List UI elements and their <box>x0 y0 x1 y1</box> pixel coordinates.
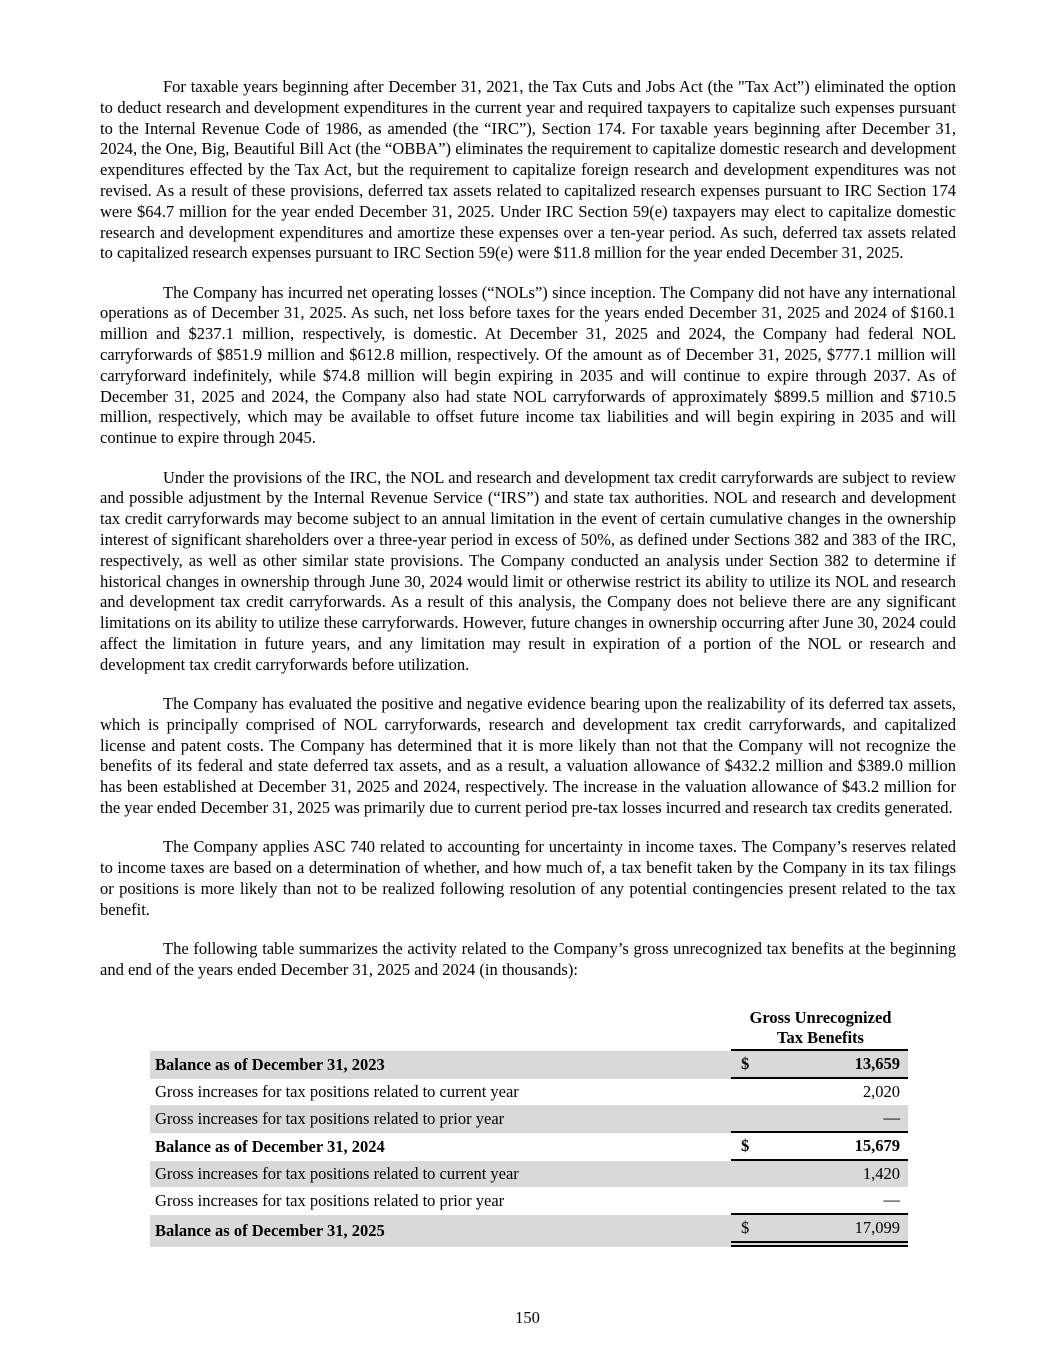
row-amount <box>731 1187 908 1215</box>
amount-value: 17,099 <box>854 1217 900 1237</box>
paragraph-tax-act: For taxable years beginning after December 31, 2021, the Tax Cuts and Jobs Act (the "Tax Act”) eliminated the option to deduct research and development expenditures in the current year and required taxpayers to capitalize such expenses pursuant to the Internal Revenue Code of 1986, as amended (the “IRC”), Section 174. For taxable years beginning after December 31, 2024, the One, Big, Beautiful Bill Act (the “OBBA”) eliminates the requirement to capitalize domestic research and development expenditures effected by the Tax Act, but the requirement to capitalize foreign research and development expenditures was not revised. As a result of these provisions, deferred tax assets related to capitalized research expenses pursuant to IRC Section 174 were $64.7 million for the year ended December 31, 2025. Under IRC Section 59(e) taxpayers may elect to capitalize domestic research and development expenditures and amortize these expenses over a ten-year period. As such, deferred tax assets related to capitalized research expenses pursuant to IRC Section 59(e) were $11.8 million for the year ended December 31, 2025. <box>100 77 956 263</box>
amount-value: 1,420 <box>862 1163 900 1183</box>
table-row-balance-2023 <box>150 1051 908 1079</box>
column-header-line-2: Tax Benefits <box>777 1027 864 1047</box>
table-header-row <box>150 1005 908 1051</box>
amount-value: 13,659 <box>854 1053 900 1073</box>
paragraph-valuation-allowance: The Company has evaluated the positive and negative evidence bearing upon the realizability of its deferred tax assets, which is principally comprised of NOL carryforwards, research and development tax credit carryforwards, and capitalized license and patent costs. The Company has determined that it is more likely than not that the Company will not recognize the benefits of its federal and state deferred tax assets, and as a result, a valuation allowance of $432.2 million and $389.0 million has been established at December 31, 2025 and 2024, respectively. The increase in the valuation allowance of $43.2 million for the year ended December 31, 2025 was primarily due to current period pre-tax losses incurred and research tax credits generated. <box>100 694 956 817</box>
table-row-balance-2025 <box>150 1215 908 1247</box>
amount-value: — <box>883 1189 900 1209</box>
table-row-balance-2024 <box>150 1133 908 1161</box>
row-label: Gross increases for tax positions related to prior year <box>155 1190 505 1210</box>
column-header-line-1: Gross Unrecognized <box>749 1007 892 1027</box>
row-label: Gross increases for tax positions related to current year <box>155 1163 519 1183</box>
row-amount <box>731 1215 908 1247</box>
page-number: 150 <box>515 1308 540 1327</box>
gross-unrecognized-tax-benefits-table <box>150 1005 908 1247</box>
paragraph-table-intro: The following table summarizes the activity related to the Company’s gross unrecognized tax benefits at the beginning and end of the years ended December 31, 2025 and 2024 (in thousands): <box>100 938 956 979</box>
row-label: Balance as of December 31, 2024 <box>155 1136 385 1156</box>
table-row-increase-current-year-2024 <box>150 1079 908 1105</box>
column-header-gross-unrecognized-tax-benefits <box>731 1005 908 1051</box>
amount-value: 15,679 <box>854 1135 900 1155</box>
row-label: Gross increases for tax positions related to current year <box>155 1081 519 1101</box>
table-row-increase-current-year-2025 <box>150 1161 908 1187</box>
currency-symbol: $ <box>741 1217 750 1237</box>
paragraph-irc-limitations: Under the provisions of the IRC, the NOL and research and development tax credit carryforwards are subject to review and possible adjustment by the Internal Revenue Service (“IRS”) and state tax authorities. NOL and research and development tax credit carryforwards may become subject to an annual limitation in the event of certain cumulative changes in the ownership interest of significant shareholders over a three-year period in excess of 50%, as defined under Sections 382 and 383 of the IRC, respectively, as well as other similar state provisions. The Company conducted an analysis under Section 382 to determine if historical changes in ownership through June 30, 2024 would limit or otherwise restrict its ability to utilize its NOL and research and development tax credit carryforwards. As a result of this analysis, the Company does not believe there are any significant limitations on its ability to utilize these carryforwards. However, future changes in ownership occurring after June 30, 2024 could affect the limitation in future years, and any limitation may result in expiration of a portion of the NOL or research and development tax credit carryforwards before utilization. <box>100 467 956 674</box>
row-label: Gross increases for tax positions related to prior year <box>155 1108 505 1128</box>
row-amount <box>731 1079 908 1105</box>
currency-symbol: $ <box>741 1135 750 1155</box>
row-amount <box>731 1161 908 1187</box>
amount-value: — <box>883 1107 900 1127</box>
row-amount <box>731 1105 908 1133</box>
paragraph-nol-carryforwards: The Company has incurred net operating losses (“NOLs”) since inception. The Company did not have any international operations as of December 31, 2025. As such, net loss before taxes for the years ended December 31, 2025 and 2024 of $160.1 million and $237.1 million, respectively, is domestic. At December 31, 2025 and 2024, the Company had federal NOL carryforwards of $851.9 million and $612.8 million, respectively. Of the amount as of December 31, 2025, $777.1 million will carryforward indefinitely, while $74.8 million will begin expiring in 2035 and will continue to expire through 2037. As of December 31, 2025 and 2024, the Company also had state NOL carryforwards of approximately $899.5 million and $710.5 million, respectively, which may be available to offset future income tax liabilities and will begin expiring in 2035 and will continue to expire through 2045. <box>100 282 956 448</box>
table-row-increase-prior-year-2025 <box>150 1187 908 1215</box>
row-label: Balance as of December 31, 2025 <box>155 1220 385 1240</box>
header-spacer <box>150 1005 731 1051</box>
paragraph-asc-740: The Company applies ASC 740 related to accounting for uncertainty in income taxes. The Company’s reserves related to income taxes are based on a determination of whether, and how much of, a tax benefit taken by the Company in its tax filings or positions is more likely than not to be realized following resolution of any potential contingencies present related to the tax benefit. <box>100 837 956 919</box>
row-amount <box>731 1133 908 1161</box>
amount-value: 2,020 <box>862 1081 900 1101</box>
page-body <box>100 77 956 1247</box>
table-row-increase-prior-year-2024 <box>150 1105 908 1133</box>
row-amount <box>731 1051 908 1079</box>
row-label: Balance as of December 31, 2023 <box>155 1054 385 1074</box>
currency-symbol: $ <box>741 1053 750 1073</box>
